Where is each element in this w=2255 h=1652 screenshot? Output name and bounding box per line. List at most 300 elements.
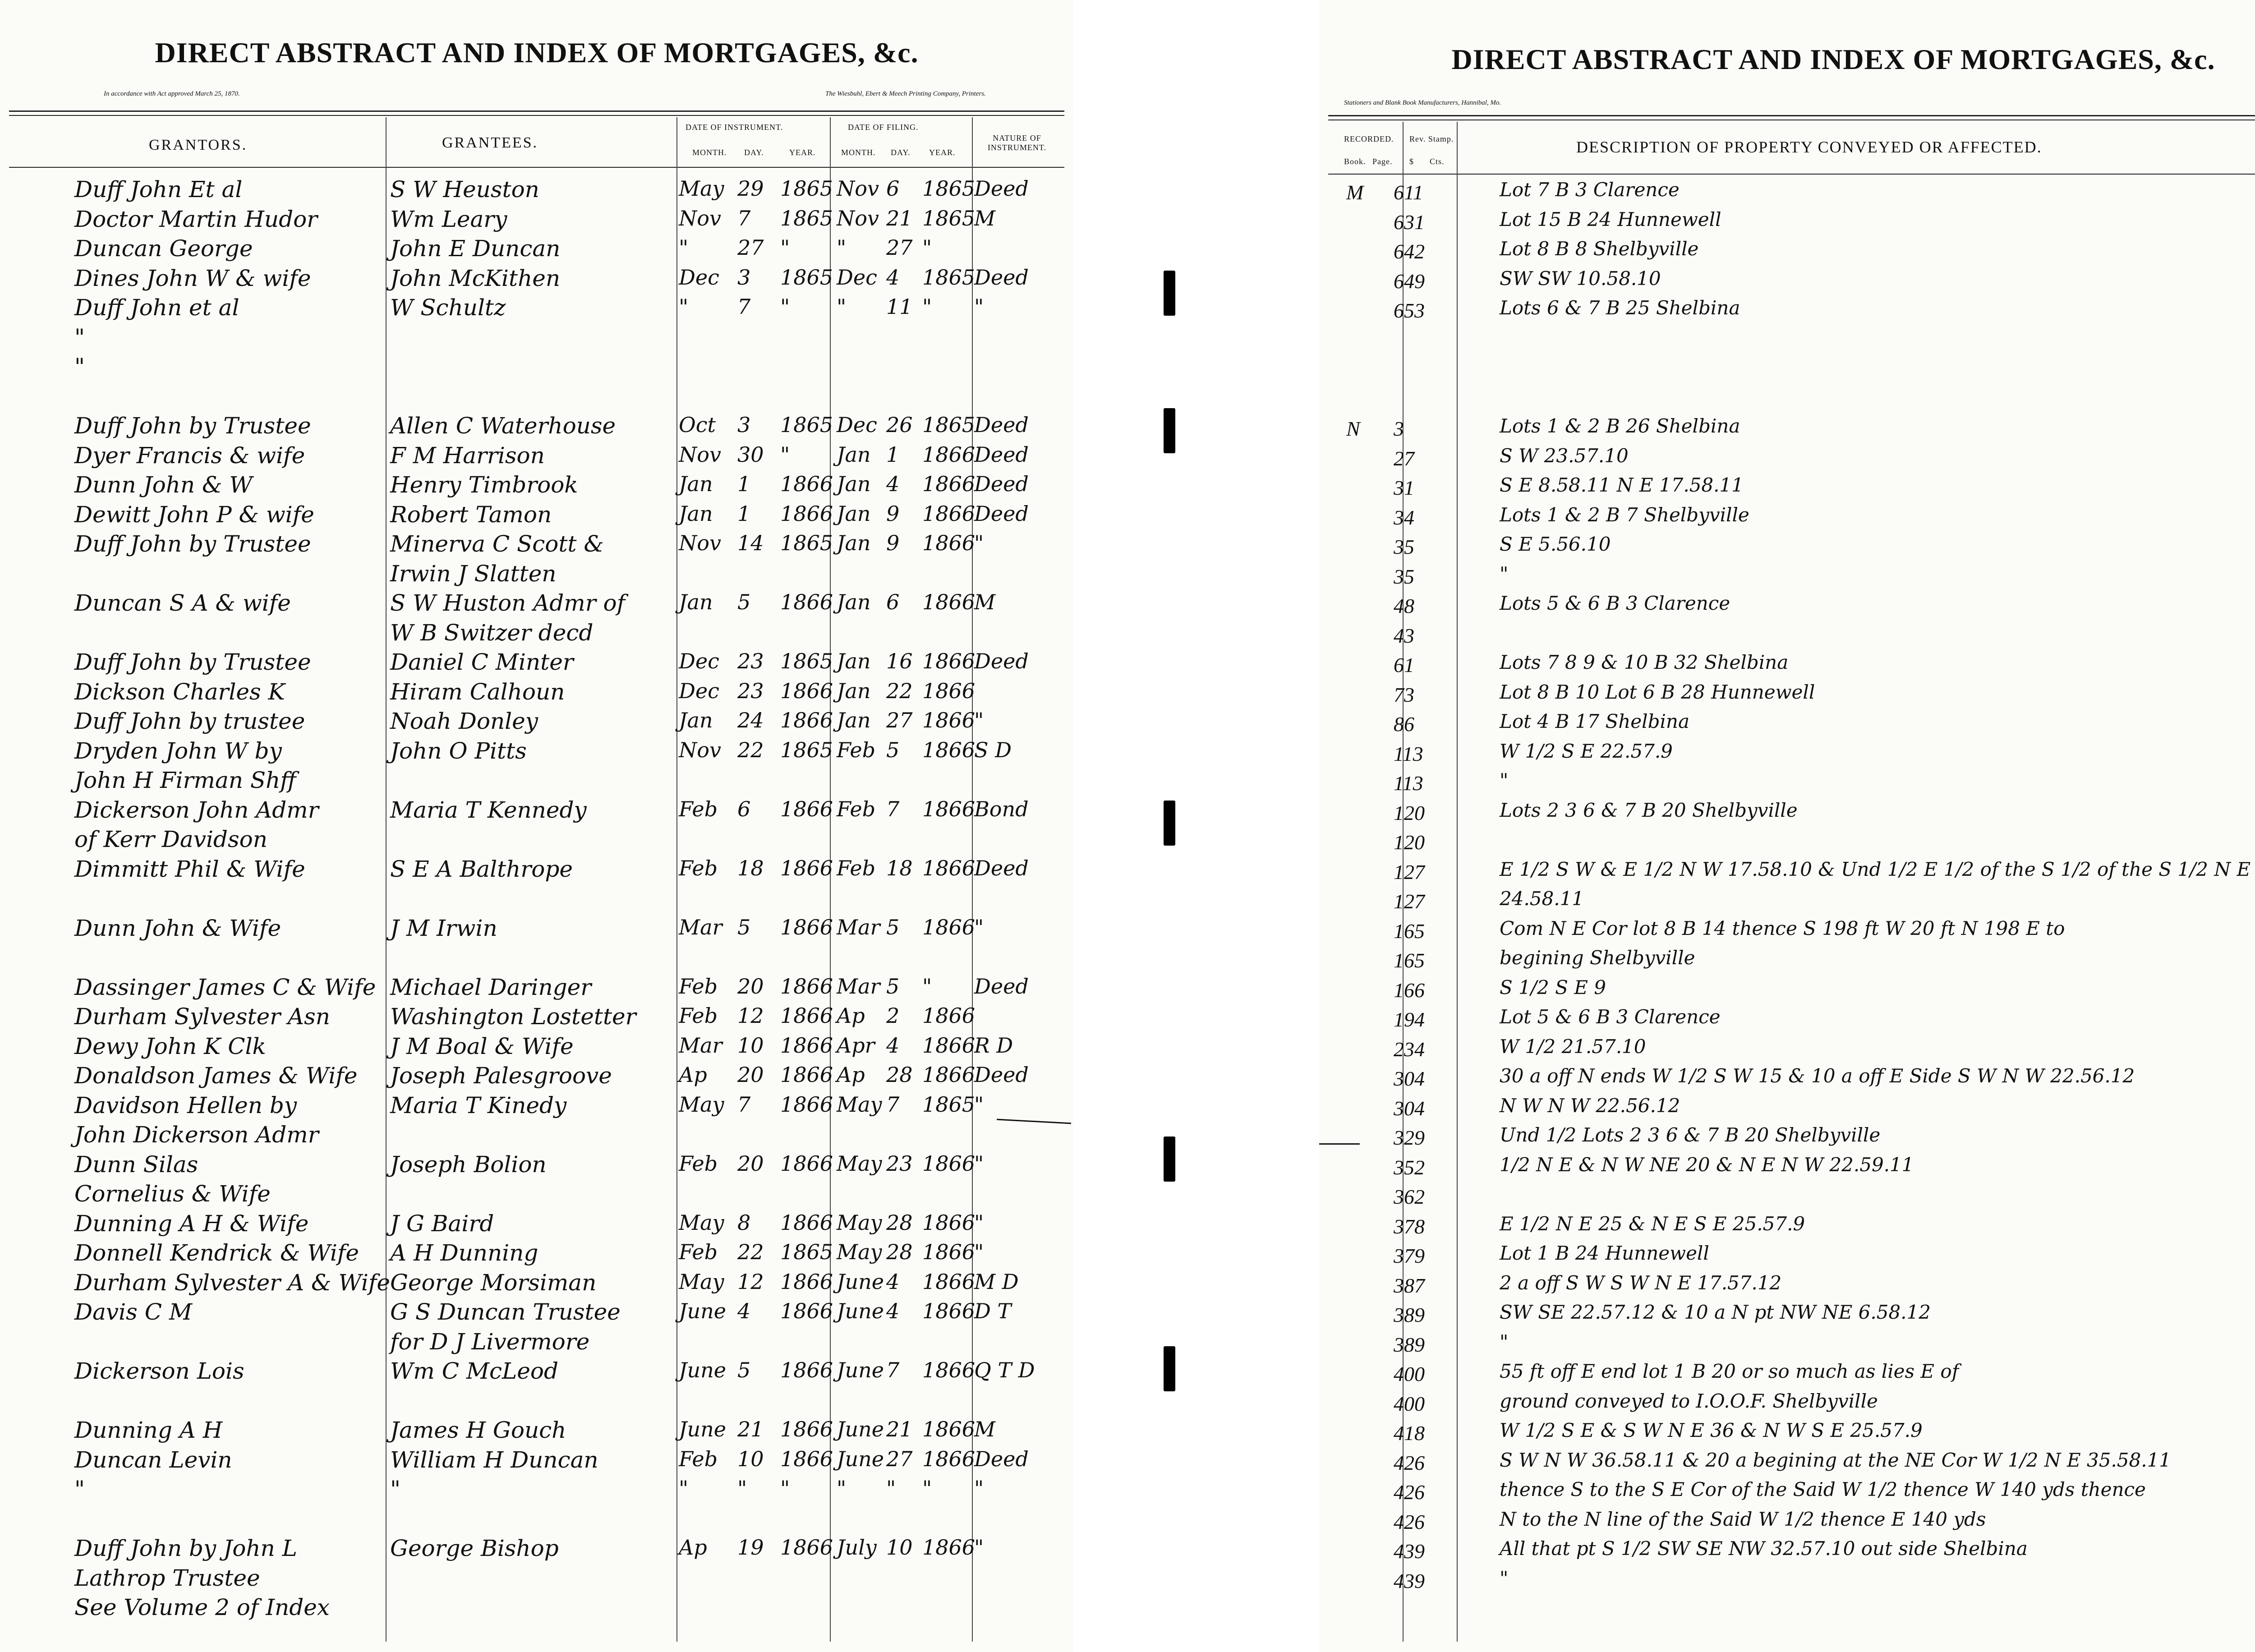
filing-year: " bbox=[922, 235, 932, 260]
table-row bbox=[0, 1330, 1073, 1357]
table-row bbox=[0, 796, 1073, 826]
table-row bbox=[0, 414, 1073, 442]
page-number: 418 bbox=[1394, 1422, 1425, 1445]
table-row bbox=[1319, 417, 2255, 444]
table-row bbox=[0, 533, 1073, 560]
table-row bbox=[0, 1271, 1073, 1298]
filing-year: 1866 bbox=[922, 1535, 976, 1560]
instrument-month: Feb bbox=[679, 796, 718, 821]
grantee-name: Maria T Kinedy bbox=[390, 1092, 567, 1118]
instrument-month: Feb bbox=[679, 1240, 718, 1264]
instrument-day: 7 bbox=[737, 206, 751, 230]
instrument-nature: M D bbox=[974, 1269, 1019, 1294]
instrument-day: 29 bbox=[737, 176, 764, 201]
filing-month: Jan bbox=[837, 472, 871, 496]
page-number: 378 bbox=[1394, 1215, 1425, 1238]
filing-month: Jan bbox=[837, 501, 871, 526]
instrument-day: 30 bbox=[737, 442, 764, 467]
table-row bbox=[1319, 978, 2255, 1005]
instrument-nature: S D bbox=[974, 737, 1012, 762]
property-description: SW SE 22.57.12 & 10 a N pt NW NE 6.58.12 bbox=[1500, 1301, 1931, 1323]
filing-year: 1866 bbox=[922, 1417, 976, 1441]
table-row bbox=[1319, 535, 2255, 562]
property-description: Lots 7 8 9 & 10 B 32 Shelbina bbox=[1500, 651, 1789, 673]
grantee-name: Robert Tamon bbox=[390, 501, 552, 528]
property-description: Lot 8 B 10 Lot 6 B 28 Hunnewell bbox=[1500, 681, 1815, 703]
grantor-name: Duff John by trustee bbox=[74, 708, 305, 734]
filing-day: 5 bbox=[886, 974, 900, 999]
grantor-name: " bbox=[74, 354, 85, 380]
instrument-year: 1866 bbox=[780, 1033, 833, 1058]
filing-day: 7 bbox=[886, 1358, 900, 1382]
table-row bbox=[1319, 476, 2255, 503]
instrument-nature: Deed bbox=[974, 649, 1029, 673]
table-row bbox=[1319, 860, 2255, 887]
instrument-year: 1866 bbox=[780, 1210, 833, 1235]
instrument-nature: Q T D bbox=[974, 1358, 1035, 1382]
filing-month: " bbox=[837, 295, 847, 319]
page-number: 631 bbox=[1394, 210, 1425, 234]
table-row bbox=[1319, 1212, 2255, 1242]
page-number: 352 bbox=[1394, 1155, 1425, 1179]
page-number: 34 bbox=[1394, 506, 1414, 529]
table-row bbox=[1319, 299, 2255, 326]
instrument-year: 1866 bbox=[780, 1092, 833, 1117]
table-row bbox=[0, 1537, 1073, 1564]
instrument-year: 1865 bbox=[780, 1240, 833, 1264]
grantor-name: " bbox=[74, 324, 85, 350]
instrument-year: 1865 bbox=[780, 206, 833, 230]
instrument-year: " bbox=[780, 1476, 790, 1500]
table-row bbox=[1319, 503, 2255, 533]
instrument-month: May bbox=[679, 1092, 724, 1117]
page-number: 35 bbox=[1394, 535, 1414, 558]
grantee-name: George Bishop bbox=[390, 1535, 559, 1561]
filing-month: Mar bbox=[837, 915, 880, 939]
table-row bbox=[1319, 1392, 2255, 1419]
filing-month: Mar bbox=[837, 974, 880, 999]
month-header-1: MONTH. bbox=[692, 148, 727, 157]
instrument-month: Jan bbox=[679, 472, 713, 496]
filing-day: 18 bbox=[886, 856, 913, 880]
page-number: 329 bbox=[1394, 1126, 1425, 1149]
binder-hole bbox=[1164, 271, 1175, 316]
grantee-name: Irwin J Slatten bbox=[390, 560, 557, 587]
page-number: 35 bbox=[1394, 565, 1414, 588]
page-number: 426 bbox=[1394, 1451, 1425, 1474]
instrument-day: 5 bbox=[737, 1358, 751, 1382]
filing-year: 1866 bbox=[922, 501, 976, 526]
grantee-name: S E A Balthrope bbox=[390, 856, 573, 882]
instrument-nature: " bbox=[974, 1240, 984, 1264]
filing-month: Feb bbox=[837, 737, 876, 762]
book-letter: M bbox=[1346, 181, 1364, 204]
filing-month: Apr bbox=[837, 1033, 875, 1058]
instrument-nature: " bbox=[974, 295, 984, 319]
table-row bbox=[1319, 594, 2255, 621]
instrument-month: Feb bbox=[679, 1446, 718, 1471]
property-description: begining Shelbyville bbox=[1500, 947, 1695, 969]
filing-year: 1866 bbox=[922, 708, 976, 732]
instrument-day: 7 bbox=[737, 295, 751, 319]
instrument-nature: " bbox=[974, 708, 984, 732]
instrument-year: 1866 bbox=[780, 856, 833, 880]
instrument-month: Nov bbox=[679, 531, 721, 555]
page-header: Page. bbox=[1372, 157, 1393, 166]
table-row bbox=[1319, 358, 2255, 385]
instrument-year: " bbox=[780, 295, 790, 319]
table-row bbox=[0, 946, 1073, 973]
instrument-year: 1866 bbox=[780, 590, 833, 614]
filing-day: 7 bbox=[886, 1092, 900, 1117]
instrument-year: " bbox=[780, 442, 790, 467]
grantee-name: W B Switzer decd bbox=[390, 619, 594, 646]
grantor-name: Dunning A H bbox=[74, 1417, 223, 1443]
property-description: E 1/2 N E 25 & N E S E 25.57.9 bbox=[1500, 1212, 1805, 1235]
instrument-month: " bbox=[679, 1476, 689, 1500]
grantee-name: S W Huston Admr of bbox=[390, 590, 626, 616]
printer-note: The Wiesbuhl, Ebert & Meech Printing Company, Printers. bbox=[825, 90, 986, 97]
filing-day: " bbox=[886, 1476, 896, 1500]
instrument-day: 14 bbox=[737, 531, 764, 555]
table-row bbox=[1319, 683, 2255, 710]
grantee-name: Maria T Kennedy bbox=[390, 796, 587, 823]
table-row bbox=[0, 208, 1073, 235]
page-number: 48 bbox=[1394, 594, 1414, 617]
filing-year: 1866 bbox=[922, 1269, 976, 1294]
page-number: 166 bbox=[1394, 978, 1425, 1002]
filing-day: 21 bbox=[886, 1417, 913, 1441]
grantee-name: Daniel C Minter bbox=[390, 649, 574, 675]
grantee-name: J G Baird bbox=[390, 1210, 494, 1237]
table-row bbox=[1319, 1330, 2255, 1360]
instrument-day: 19 bbox=[737, 1535, 764, 1560]
instrument-nature: Deed bbox=[974, 974, 1029, 999]
recorded-header: RECORDED. bbox=[1344, 134, 1394, 143]
page-number: 653 bbox=[1394, 299, 1425, 322]
grantee-name: Hiram Calhoun bbox=[390, 678, 565, 705]
stationer-note: Stationers and Blank Book Manufacturers, Hannibal, Mo. bbox=[1344, 99, 1501, 106]
page-number: 61 bbox=[1394, 653, 1414, 676]
grantee-name: J M Irwin bbox=[390, 915, 497, 941]
instrument-month: Ap bbox=[679, 1063, 707, 1087]
grantee-name: John E Duncan bbox=[390, 235, 561, 262]
table-row bbox=[0, 385, 1073, 412]
year-header-2: YEAR. bbox=[929, 148, 956, 157]
property-description: Lot 1 B 24 Hunnewell bbox=[1500, 1242, 1709, 1264]
filing-year: 1866 bbox=[922, 1210, 976, 1235]
filing-year: 1865 bbox=[922, 206, 976, 230]
grantor-name: Dassinger James C & Wife bbox=[74, 974, 376, 1000]
filing-year: 1866 bbox=[922, 1063, 976, 1087]
instrument-day: 23 bbox=[737, 649, 764, 673]
table-row bbox=[0, 1242, 1073, 1269]
instrument-day: 1 bbox=[737, 501, 751, 526]
binder-hole bbox=[1164, 1346, 1175, 1391]
grantor-name: Dickerson John Admr bbox=[74, 796, 319, 823]
grantor-name: Duncan Levin bbox=[74, 1446, 232, 1473]
filing-month: Nov bbox=[837, 176, 879, 201]
grantee-name: S W Heuston bbox=[390, 176, 539, 202]
instrument-nature: M bbox=[974, 206, 996, 230]
instrument-month: Dec bbox=[679, 265, 719, 290]
table-row bbox=[1319, 1155, 2255, 1183]
filing-month: Jan bbox=[837, 531, 871, 555]
property-description: Lot 8 B 8 Shelbyville bbox=[1500, 238, 1699, 260]
filing-month: July bbox=[837, 1535, 877, 1560]
grantee-name: Wm C McLeod bbox=[390, 1358, 558, 1384]
instrument-month: May bbox=[679, 176, 724, 201]
page-number: 611 bbox=[1394, 181, 1423, 204]
page-number: 27 bbox=[1394, 446, 1414, 470]
filing-day: 27 bbox=[886, 1446, 913, 1471]
page-number: 43 bbox=[1394, 624, 1414, 647]
table-row bbox=[0, 1567, 1073, 1594]
table-row bbox=[1319, 180, 2255, 207]
filing-day: 4 bbox=[886, 1299, 900, 1323]
filing-year: 1865 bbox=[922, 265, 976, 290]
table-row bbox=[1319, 1271, 2255, 1301]
filing-day: 4 bbox=[886, 472, 900, 496]
page-title: DIRECT ABSTRACT AND INDEX OF MORTGAGES, &c. bbox=[1451, 43, 2215, 75]
filing-month: Feb bbox=[837, 796, 876, 821]
instrument-year: 1865 bbox=[780, 265, 833, 290]
table-row bbox=[1319, 889, 2255, 916]
instrument-year: 1866 bbox=[780, 501, 833, 526]
instrument-year: 1866 bbox=[780, 974, 833, 999]
instrument-nature: Deed bbox=[974, 265, 1029, 290]
instrument-nature: Deed bbox=[974, 472, 1029, 496]
table-row bbox=[1319, 653, 2255, 680]
filing-day: 9 bbox=[886, 501, 900, 526]
table-row bbox=[1319, 1569, 2255, 1596]
table-row bbox=[1319, 1510, 2255, 1537]
page-number: 194 bbox=[1394, 1008, 1425, 1031]
filing-year: 1865 bbox=[922, 176, 976, 201]
table-row bbox=[0, 1508, 1073, 1535]
instrument-day: 20 bbox=[737, 974, 764, 999]
instrument-day: 10 bbox=[737, 1446, 764, 1471]
table-row bbox=[1319, 624, 2255, 651]
filing-month: Jan bbox=[837, 678, 871, 703]
page-number: 649 bbox=[1394, 269, 1425, 293]
instrument-day: 8 bbox=[737, 1210, 751, 1235]
table-row bbox=[1319, 239, 2255, 267]
instrument-day: 10 bbox=[737, 1033, 764, 1058]
table-row bbox=[1319, 1126, 2255, 1153]
property-description: N to the N line of the Said W 1/2 thence E 140 yds bbox=[1500, 1508, 1986, 1530]
table-row bbox=[1319, 387, 2255, 414]
instrument-day: 24 bbox=[737, 708, 764, 732]
table-row bbox=[0, 710, 1073, 737]
instrument-year: 1866 bbox=[780, 1299, 833, 1323]
property-description: ground conveyed to I.O.O.F. Shelbyville bbox=[1500, 1390, 1878, 1412]
filing-year: 1866 bbox=[922, 1240, 976, 1264]
filing-year: " bbox=[922, 1476, 932, 1500]
grantees-header: GRANTEES. bbox=[442, 134, 538, 151]
year-header-1: YEAR. bbox=[789, 148, 816, 157]
filing-year: " bbox=[922, 974, 932, 999]
filing-year: 1866 bbox=[922, 472, 976, 496]
property-description: S 1/2 S E 9 bbox=[1500, 976, 1606, 999]
instrument-nature: " bbox=[974, 1535, 984, 1560]
instrument-nature: " bbox=[974, 531, 984, 555]
instrument-year: 1866 bbox=[780, 796, 833, 821]
table-row bbox=[1319, 1037, 2255, 1064]
instrument-year: 1866 bbox=[780, 1535, 833, 1560]
filing-day: 28 bbox=[886, 1210, 913, 1235]
table-row bbox=[0, 1301, 1073, 1328]
filing-year: 1866 bbox=[922, 796, 976, 821]
grantor-name: Dunn John & W bbox=[74, 472, 253, 498]
property-description: Lots 1 & 2 B 26 Shelbina bbox=[1500, 415, 1740, 437]
page-number: 362 bbox=[1394, 1185, 1425, 1208]
instrument-day: 5 bbox=[737, 590, 751, 614]
property-description: 55 ft off E end lot 1 B 20 or so much as lies E of bbox=[1500, 1360, 1959, 1382]
property-description: " bbox=[1500, 1330, 1509, 1353]
filing-month: June bbox=[837, 1299, 884, 1323]
table-row bbox=[0, 1212, 1073, 1239]
property-description: Com N E Cor lot 8 B 14 thence S 198 ft W 20 ft N 198 E to bbox=[1500, 917, 2065, 939]
filing-day: 2 bbox=[886, 1003, 900, 1028]
filing-day: 10 bbox=[886, 1535, 913, 1560]
filing-month: Dec bbox=[837, 265, 877, 290]
property-description: N W N W 22.56.12 bbox=[1500, 1094, 1680, 1117]
filing-year: 1866 bbox=[922, 649, 976, 673]
filing-year: 1866 bbox=[922, 678, 976, 703]
day-header-2: DAY. bbox=[891, 148, 911, 157]
grantor-name: Dryden John W by bbox=[74, 737, 282, 764]
page-number: 304 bbox=[1394, 1096, 1425, 1120]
grantee-name: Joseph Palesgroove bbox=[390, 1063, 612, 1089]
table-row bbox=[0, 828, 1073, 855]
property-description: Lot 15 B 24 Hunnewell bbox=[1500, 208, 1721, 230]
filing-month: Dec bbox=[837, 413, 877, 437]
grantee-name: John McKithen bbox=[390, 265, 561, 291]
grantor-name: Dickerson Lois bbox=[74, 1358, 244, 1384]
table-row bbox=[1319, 1067, 2255, 1094]
property-description: Lot 4 B 17 Shelbina bbox=[1500, 710, 1690, 732]
filing-year: 1866 bbox=[922, 442, 976, 467]
filing-day: 4 bbox=[886, 1269, 900, 1294]
table-row bbox=[0, 1183, 1073, 1210]
grantor-name: Davis C M bbox=[74, 1299, 193, 1325]
table-row bbox=[0, 592, 1073, 619]
instrument-month: Nov bbox=[679, 442, 721, 467]
page-number: 120 bbox=[1394, 801, 1425, 824]
instrument-month: " bbox=[679, 295, 689, 319]
rev-stamp-header: Rev. Stamp. bbox=[1409, 134, 1454, 143]
filing-day: 27 bbox=[886, 235, 913, 260]
property-description: S E 8.58.11 N E 17.58.11 bbox=[1500, 474, 1744, 496]
filing-month: Jan bbox=[837, 442, 871, 467]
table-row bbox=[0, 769, 1073, 796]
instrument-month: Jan bbox=[679, 501, 713, 526]
grantor-name: Doctor Martin Hudor bbox=[74, 206, 318, 232]
table-row bbox=[1319, 1303, 2255, 1330]
filing-month: " bbox=[837, 1476, 847, 1500]
instrument-year: " bbox=[780, 235, 790, 260]
instrument-day: 23 bbox=[737, 678, 764, 703]
table-row bbox=[0, 1419, 1073, 1446]
grantee-name: W Schultz bbox=[390, 295, 506, 321]
instrument-year: 1865 bbox=[780, 413, 833, 437]
instrument-nature: Deed bbox=[974, 413, 1029, 437]
table-row bbox=[1319, 1096, 2255, 1123]
table-row bbox=[1319, 1362, 2255, 1389]
grantor-name: Dickson Charles K bbox=[74, 678, 285, 705]
description-header: DESCRIPTION OF PROPERTY CONVEYED OR AFFECTED. bbox=[1576, 138, 2042, 156]
table-row bbox=[0, 355, 1073, 382]
table-row bbox=[0, 1064, 1073, 1091]
page-number: 113 bbox=[1394, 772, 1423, 795]
filing-year: 1865 bbox=[922, 1092, 976, 1117]
instrument-year: 1866 bbox=[780, 678, 833, 703]
grantee-name: " bbox=[390, 1476, 400, 1502]
grantor-name: Donnell Kendrick & Wife bbox=[74, 1240, 359, 1266]
grantor-name: Dunning A H & Wife bbox=[74, 1210, 309, 1237]
page-number: 642 bbox=[1394, 240, 1425, 263]
instrument-month: June bbox=[679, 1299, 726, 1323]
page-number: 127 bbox=[1394, 860, 1425, 884]
table-row bbox=[0, 1478, 1073, 1505]
page-number: 379 bbox=[1394, 1244, 1425, 1267]
grantee-name: Wm Leary bbox=[390, 206, 507, 232]
table-row bbox=[1319, 1185, 2255, 1212]
property-description: W 1/2 21.57.10 bbox=[1500, 1035, 1646, 1058]
right-ledger-page bbox=[1319, 0, 2255, 1652]
instrument-year: 1866 bbox=[780, 915, 833, 939]
instrument-year: 1866 bbox=[780, 472, 833, 496]
date-instrument-header: DATE OF INSTRUMENT. bbox=[686, 123, 783, 132]
table-row bbox=[0, 178, 1073, 205]
instrument-month: Feb bbox=[679, 856, 718, 880]
table-row bbox=[0, 474, 1073, 501]
property-description: 30 a off N ends W 1/2 S W 15 & 10 a off E Side S W N W 22.56.12 bbox=[1500, 1065, 2135, 1087]
page-number: 127 bbox=[1394, 890, 1425, 913]
table-row bbox=[1319, 919, 2255, 946]
filing-year: 1866 bbox=[922, 856, 976, 880]
table-row bbox=[0, 1596, 1073, 1623]
instrument-year: 1866 bbox=[780, 1358, 833, 1382]
filing-month: " bbox=[837, 235, 847, 260]
month-header-2: MONTH. bbox=[841, 148, 876, 157]
table-row bbox=[1319, 1244, 2255, 1271]
grantor-name: Dimmitt Phil & Wife bbox=[74, 856, 305, 882]
instrument-month: Feb bbox=[679, 1003, 718, 1028]
instrument-year: 1866 bbox=[780, 1003, 833, 1028]
nature-header: NATURE OF INSTRUMENT. bbox=[987, 133, 1047, 152]
filing-month: June bbox=[837, 1446, 884, 1471]
filing-day: 4 bbox=[886, 1033, 900, 1058]
instrument-month: Feb bbox=[679, 974, 718, 999]
filing-month: May bbox=[837, 1240, 882, 1264]
dollar-header: $ bbox=[1409, 157, 1414, 166]
grantor-name: Duff John by John L bbox=[74, 1535, 297, 1561]
instrument-year: 1866 bbox=[780, 1446, 833, 1471]
filing-day: 27 bbox=[886, 708, 913, 732]
property-description: Lot 7 B 3 Clarence bbox=[1500, 179, 1680, 201]
page-number: 86 bbox=[1394, 713, 1414, 736]
instrument-day: 22 bbox=[737, 737, 764, 762]
page-number: 31 bbox=[1394, 476, 1414, 499]
instrument-day: 20 bbox=[737, 1151, 764, 1176]
table-row bbox=[0, 1005, 1073, 1032]
instrument-nature: Deed bbox=[974, 1446, 1029, 1471]
table-row bbox=[0, 1035, 1073, 1062]
binder-hole bbox=[1164, 801, 1175, 846]
filing-day: 22 bbox=[886, 678, 913, 703]
